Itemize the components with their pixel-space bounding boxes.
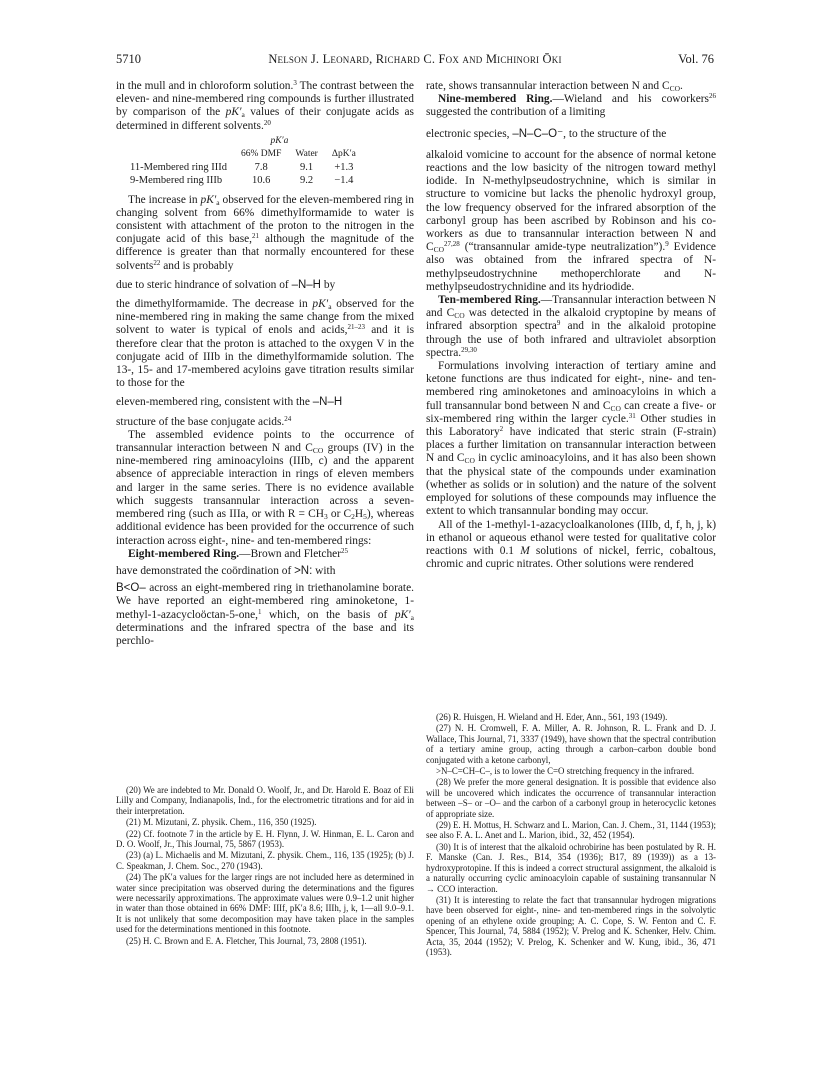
paragraph: eleven-membered ring, consistent with the –N–H — [116, 396, 343, 409]
borate-structure: B<O– — [116, 582, 146, 595]
running-header — [116, 52, 714, 70]
footnote: (31) It is interesting to relate the fact that transannular hydrogen migrations have been observed for eight-, nine- and ten-membered rings in the solvolytic opening of an ethylene oxide grouping; A. C. Cope, S. W. Fenton and C. F. Spencer, This Journal, 74, 5884 (1952); V. Prelog and K. Schenker, Helv. Chim. Acta, 35, 2044 (1952); V. Prelog, K. Schenker and W. Kung, ibid., 36, 471 (1953). — [426, 894, 716, 957]
footnotes-right — [426, 712, 716, 958]
volume-label: Vol. 76 — [678, 52, 714, 66]
paragraph: rate, shows transannular interaction between N and $C_{CO}$. — [426, 80, 683, 93]
footnote: (24) The pK′a values for the larger rings are not included here as determined in water since precipitation was observed during the determinations and the figures were necessarily approximations. The approximate values were 0.9–1.2 unit higher in water than those obtained in 66% DMF: IIIf, pK′a 8.6; IIIh, j, k, 1—all 9.0–9.1. It is not unlikely that some decomposition may have taken place in the samples used for the determinations mentioned in this footnote. — [116, 872, 414, 935]
footnote: (26) R. Huisgen, H. Wieland and H. Eder, Ann., 561, 193 (1949). — [436, 712, 668, 722]
paragraph: B<O– across an eight-membered ring in triethanolamine borate. We have reported an eight-membered ring aminoketone, 1-methyl-1-azacycloöctan-5-one,$^1$ which, on the basis of $pK'_a$ determinations and the infrared spectra of the base and its perchlo- — [116, 582, 414, 647]
table-col-dmf: 66% DMF — [241, 149, 282, 160]
paragraph: the dimethylformamide. The decrease in $pK'_a$ observed for the nine-membered ring in making the same change from the mixed solvent to water is typical of enols and acids,$^{21-23}$ and it is therefore clear that the proton is attached to the oxygen V in the conjugate acid of IIIb in the dimethylformamide solution. The 13-, 15- and 17-membered acyloins gave titration results similar to those for the — [116, 298, 414, 390]
section-heading: Ten-membered Ring. — [438, 294, 541, 307]
pka-table — [130, 135, 363, 188]
paragraph: Formulations involving interaction of tertiary amine and ketone functions are thus indicated for eight-, nine- and ten-membered ring aminoketones and aminoacyloins in which a full transannular bond between N and $C_{CO}$ can create a five- or six-membered ring within the larger cycle.$^{31}$ Other studies in this Laboratory$^2$ have indicated that steric strain (F-strain) places a further limitation on transannular interaction between N and $C_{CO}$ in cyclic aminoacyloins, and it has also been shown that the physical state of the compounds under examination (whether as solids or in solution) and the nature of the solvent employed for solutions of these compounds may influence the extent to which transannular bonding may occur. — [426, 360, 717, 518]
footnote: (21) M. Mizutani, Z. physik. Chem., 116, 350 (1925). — [126, 817, 317, 828]
footnote: (28) We prefer the more general designation. It is possible that evidence also will be uncovered which indicates the occurrence of transannular interaction between –S– or –O– and the carbon of a carbonyl group in heterocyclic ketones of appropriate size. — [426, 777, 716, 819]
paragraph: alkaloid vomicine to account for the absence of normal ketone reactions and the low basicity of the nitrogen toward methyl iodide. In N-methylpseudostrychnine, which is similar in structure to vomicine but lacks the phenolic hydroxyl group, the low frequency observed for the infrared absorption of the carbonyl group has been ascribed by Robinson and his co-workers as due to transannular interaction between N and $C_{CO}^{27,28}$ (“transannular amide-type neutralization”).$^9$ Evidence also was obtained from the infrared spectra of N-methylpseudostrychnine methoperchlorate and N-methylpseudostrychnidine and its hydriodide. — [426, 148, 716, 293]
footnote: (30) It is of interest that the alkaloid ochrobirine has been postulated by R. H. F. Manske (Can. J. Res., B14, 354 (1936); B17, 89 (1939)) as a 13-hydroxyprotopine. If this is indeed a correct structural assignment, the alkaloid is a naturally occurring cyclic aminoacyloin capable of sustaining transannular N → CCO interaction. — [426, 841, 716, 894]
section-heading: Eight-membered Ring. — [128, 547, 240, 560]
author-line: Nelson J. Leonard, Richard C. Fox and Michinori Ōki — [268, 52, 562, 66]
table-col-delta: ΔpK′a — [331, 149, 356, 160]
section-heading: Nine-membered Ring. — [438, 93, 553, 106]
paragraph: Ten-membered Ring.—Transannular interaction between N and $C_{CO}$ was detected in the alkaloid cryptopine by means of infrared absorption spectra$^9$ and in the alkaloid protopine through the use of both infrared and ultraviolet absorption spectra.$^{29,30}$ — [426, 294, 716, 359]
left-column — [116, 80, 414, 652]
table-group-header: pK′a — [270, 135, 289, 146]
footnotes-left — [116, 785, 414, 947]
paragraph: in the mull and in chloroform solution.$^3$ The contrast between the eleven- and nine-membered ring compounds is further illustrated by comparison of the $pK'_a$ values of their conjugate acids as determined in different solvents.$^{20}$ — [116, 79, 414, 132]
paragraph: have demonstrated the coördination of >N: with — [116, 564, 336, 577]
amine-structure: >N: — [294, 564, 313, 577]
footnote: (29) E. H. Mottus, H. Schwarz and L. Marion, Can. J. Chem., 31, 1144 (1953); see also F. A. L. Anet and L. Marion, ibid., 32, 452 (1954). — [426, 820, 716, 841]
footnote: (27) N. H. Cromwell, F. A. Miller, A. R. Johnson, R. L. Frank and D. J. Wallace, This Journal, 71, 3337 (1949), have shown that the spectral contribution of a tertiary amine group, acting through a carbon–carbon double bond conjugated with a ketone carbonyl, — [426, 723, 716, 765]
table-row: 11-Membered ring IIId 7.8 9.1 +1.3 — [130, 162, 354, 174]
paragraph: Nine-membered Ring.—Wieland and his coworkers$^{26}$ suggested the contribution of a limiting — [426, 92, 716, 119]
footnote: (22) Cf. footnote 7 in the article by E. H. Flynn, J. W. Hinman, E. L. Caron and D. O. Woolf, Jr., This Journal, 75, 5867 (1953). — [116, 828, 414, 850]
table-col-water: Water — [295, 149, 318, 160]
footnote: (23) (a) L. Michaelis and M. Mizutani, Z. physik. Chem., 116, 135 (1925); (b) J. C. Speakman, J. Chem. Soc., 270 (1943). — [116, 850, 414, 871]
paragraph: The increase in $pK'_a$ observed for the eleven-membered ring in changing solvent from 66% dimethylformamide to water is consistent with attachment of the proton to the nitrogen in the conjugate acid of this base,$^{21}$ although the magnitude of the difference is greater than that normally encountered for these solvents$^{22}$ and is probably — [116, 193, 414, 272]
page-number: 5710 — [116, 52, 141, 66]
footnote: (20) We are indebted to Mr. Donald O. Woolf, Jr., and Dr. Harold E. Boaz of Eli Lilly and Company, Indianapolis, Ind., for the electrometric titrations and for aid in their interpretation. — [116, 785, 414, 816]
paragraph: Eight-membered Ring.—Brown and Fletcher$^{25}$ — [128, 546, 349, 560]
paragraph: structure of the base conjugate acids.$^{24}$ — [116, 414, 292, 428]
nh-structure: –N–H — [312, 396, 343, 409]
nh-structure: –N–H — [291, 278, 321, 291]
paragraph: All of the 1-methyl-1-azacycloalkanolones (IIIb, d, f, h, j, k) in ethanol or aqueous ethanol were tested for qualitative color reactions with 0.1 M solutions of nickel, ferric, cobaltous, chromic and cupric nitrates. Other solutions were rendered — [426, 518, 716, 571]
paragraph: due to steric hindrance of solvation of –N–H by — [116, 278, 336, 291]
footnote: (25) H. C. Brown and E. A. Fletcher, This Journal, 73, 2808 (1951). — [126, 935, 367, 946]
footnote-formula: >N–C=CH–C–, is to lower the C=O stretching frequency in the infrared. — [436, 766, 695, 777]
zwitterion-structure: –N–C–O⁻ — [512, 127, 564, 140]
paragraph: The assembled evidence points to the occurrence of transannular interaction between N and $C_{CO}$ groups (IV) in the nine-membered ring aminoacyloins (IIIb, c) and the apparent absence of appreciable interaction in rings of eleven members and larger in the same series. There is no evidence available which suggests transannular interaction across a seven-membered ring (such as IIIa, or with $R = CH_3$ or $C_2H_5$), whereas additional evidence has been provided for the occurrence of such interaction across eight-, nine- and ten-membered rings: — [116, 428, 414, 547]
table-row: 9-Membered ring IIIb 10.6 9.2 −1.4 — [130, 175, 354, 187]
right-column — [426, 80, 716, 571]
paragraph: electronic species, –N–C–O⁻, to the structure of the — [426, 127, 667, 140]
